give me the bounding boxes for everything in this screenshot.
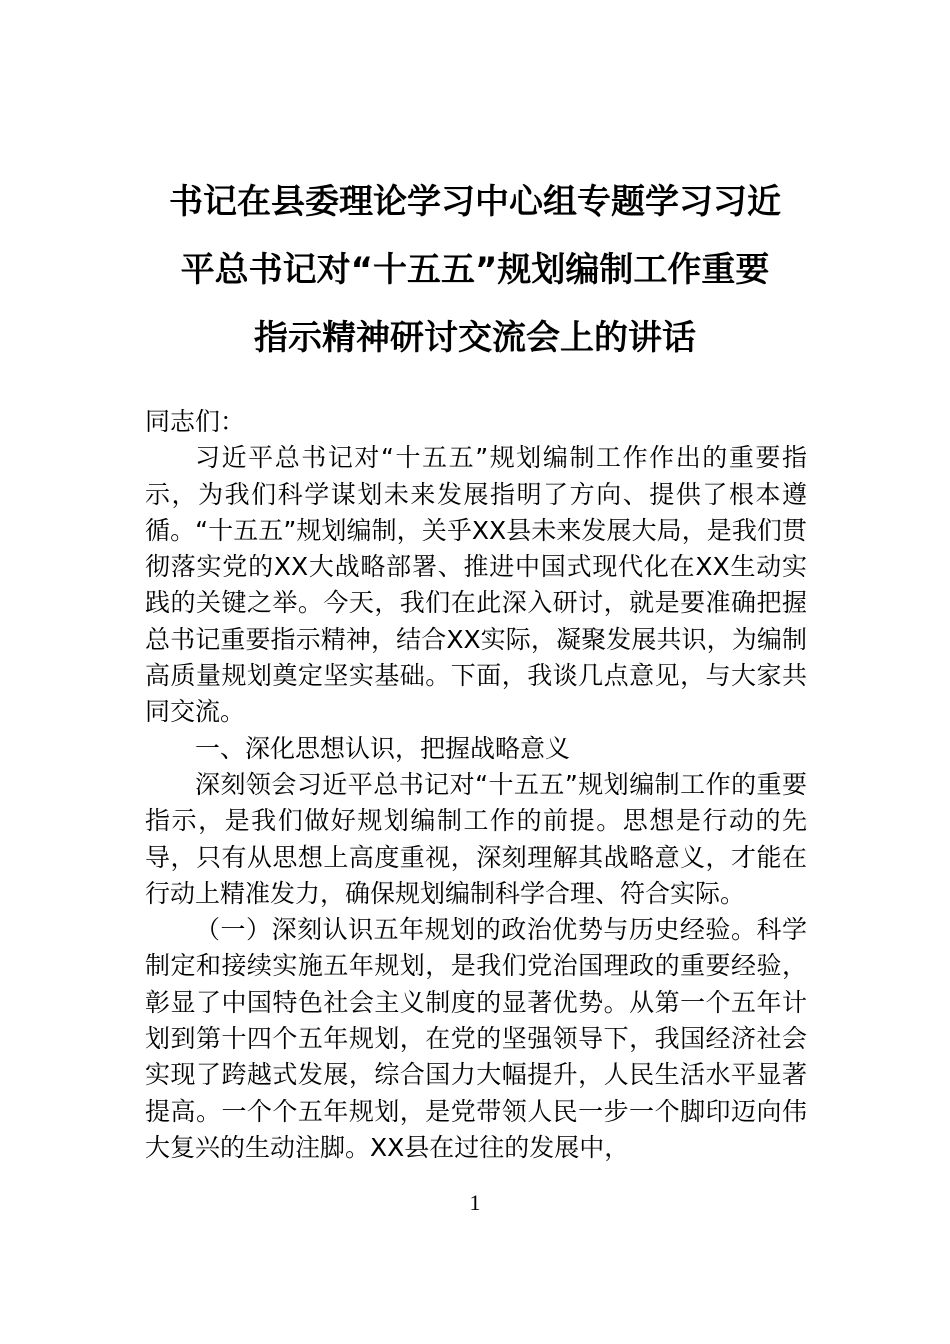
salutation: 同志们： bbox=[145, 407, 246, 436]
section-heading-1: 一、深化思想认识，把握战略意义 bbox=[195, 733, 571, 763]
paragraph-section-1: 深刻领会习近平总书记对“十五五”规划编制工作的重要指示，是我们做好规划编制工作的前提。思想是行动的先导，只有从思想上高度重视，深刻理解其战略意义，才能在行动上精准发力，确保规划编制科学合理、符合实际。 bbox=[145, 769, 807, 908]
page-number: 1 bbox=[469, 1190, 481, 1215]
paragraph-intro: 习近平总书记对“十五五”规划编制工作作出的重要指示，为我们科学谋划未来发展指明了方向、提供了根本遵循。“十五五”规划编制，关乎XX县未来发展大局，是我们贯彻落实党的XX大战略部署、推进中国式现代化在XX生动实践的关键之举。今天，我们在此深入研讨，就是要准确把握总书记重要指示精神，结合XX实际，凝聚发展共识，为编制高质量规划奠定坚实基础。下面，我谈几点意见，与大家共同交流。 bbox=[145, 443, 807, 727]
document-body bbox=[145, 404, 807, 1166]
title-line-3: 指示精神研讨交流会上的讲话 bbox=[254, 318, 696, 358]
paragraph-subsection-1: （一）深刻认识五年规划的政治优势与历史经验。科学制定和接续实施五年规划，是我们党治国理政的重要经验，彰显了中国特色社会主义制度的显著优势。从第一个五年计划到第十四个五年规划，在党的坚强领导下，我国经济社会实现了跨越式发展，综合国力大幅提升，人民生活水平显著提高。一个个五年规划，是党带领人民一步一个脚印迈向伟大复兴的生动注脚。XX县在过往的发展中， bbox=[145, 915, 807, 1162]
document-title bbox=[145, 168, 805, 372]
title-line-2: 平总书记对“十五五”规划编制工作重要 bbox=[180, 250, 770, 290]
title-line-1: 书记在县委理论学习中心组专题学习习近 bbox=[169, 182, 781, 222]
